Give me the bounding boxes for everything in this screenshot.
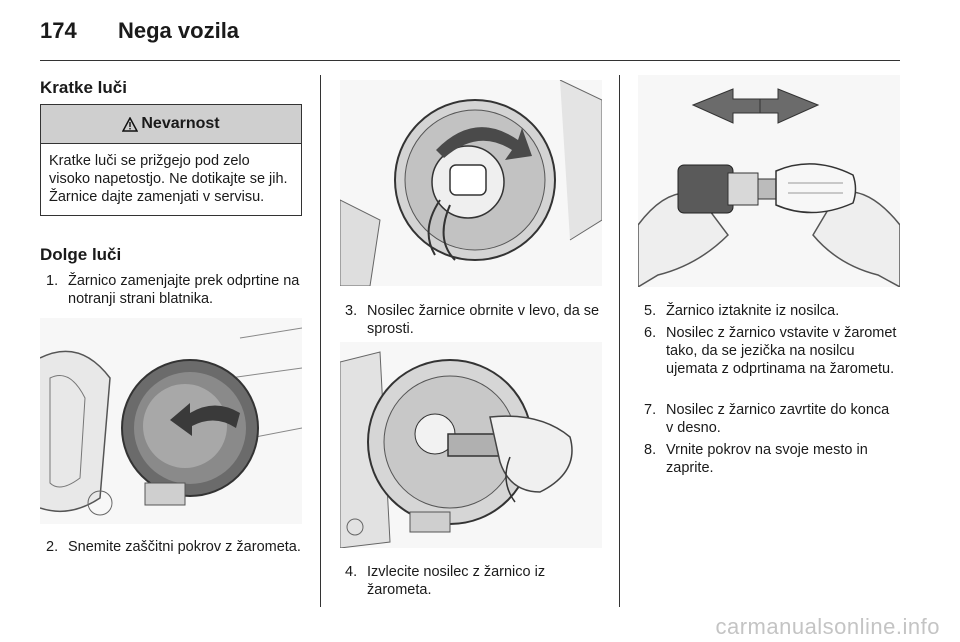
danger-warning-box bbox=[40, 104, 302, 216]
step-text: Žarnico iztaknite iz nosilca. bbox=[666, 303, 840, 319]
illustration-remove-bulb bbox=[638, 75, 900, 287]
illustration-bulb-holder-rotate bbox=[340, 80, 602, 286]
step-number: 7. bbox=[644, 402, 657, 418]
step-1 bbox=[46, 272, 308, 308]
column-divider-2 bbox=[619, 75, 620, 607]
section-heading-high-beam: Dolge luči bbox=[40, 245, 122, 264]
watermark: carmanualsonline.info bbox=[715, 614, 940, 639]
step-text: Izvlecite nosilec z žarnico iz žarometa. bbox=[367, 564, 546, 598]
step-text: Nosilec žarnice obrnite v levo, da se sprosti. bbox=[367, 303, 600, 337]
step-text: Nosilec z žarnico vstavite v žaromet tako, da se jezička na nosilcu ujemata z odprtinama na žarometu. bbox=[666, 325, 897, 377]
page-title: Nega vozila bbox=[118, 18, 240, 43]
warning-text: Kratke luči se prižgejo pod zelo visoko napetostjo. Ne dotikajte se jih. Žarnice dajte zamenjati v servisu. bbox=[49, 153, 288, 205]
section-heading-low-beam: Kratke luči bbox=[40, 78, 127, 97]
step-number: 6. bbox=[644, 325, 657, 341]
step-7 bbox=[644, 401, 900, 437]
step-6 bbox=[644, 324, 900, 378]
column-divider-1 bbox=[320, 75, 321, 607]
step-number: 8. bbox=[644, 442, 657, 458]
step-text: Vrnite pokrov na svoje mesto in zaprite. bbox=[666, 442, 868, 476]
step-number: 4. bbox=[345, 564, 358, 580]
step-number: 1. bbox=[46, 273, 59, 289]
step-text: Žarnico zamenjajte prek odprtine na notranji strani blatnika. bbox=[68, 273, 300, 307]
page-number: 174 bbox=[40, 18, 77, 43]
step-5 bbox=[644, 302, 900, 320]
step-number: 2. bbox=[46, 539, 59, 555]
step-8 bbox=[644, 441, 900, 477]
warning-triangle-icon bbox=[122, 117, 138, 132]
step-2 bbox=[46, 538, 308, 556]
step-4 bbox=[345, 563, 607, 599]
warning-title: Nevarnost bbox=[141, 115, 220, 132]
step-3 bbox=[345, 302, 607, 338]
illustration-fender-opening bbox=[40, 318, 302, 524]
illustration-pull-bulb-holder bbox=[340, 342, 602, 548]
header-divider bbox=[40, 60, 900, 61]
warning-header bbox=[41, 105, 301, 144]
step-number: 5. bbox=[644, 303, 657, 319]
step-text: Nosilec z žarnico zavrtite do konca v desno. bbox=[666, 402, 890, 436]
step-text: Snemite zaščitni pokrov z žarometa. bbox=[68, 539, 301, 555]
step-number: 3. bbox=[345, 303, 358, 319]
